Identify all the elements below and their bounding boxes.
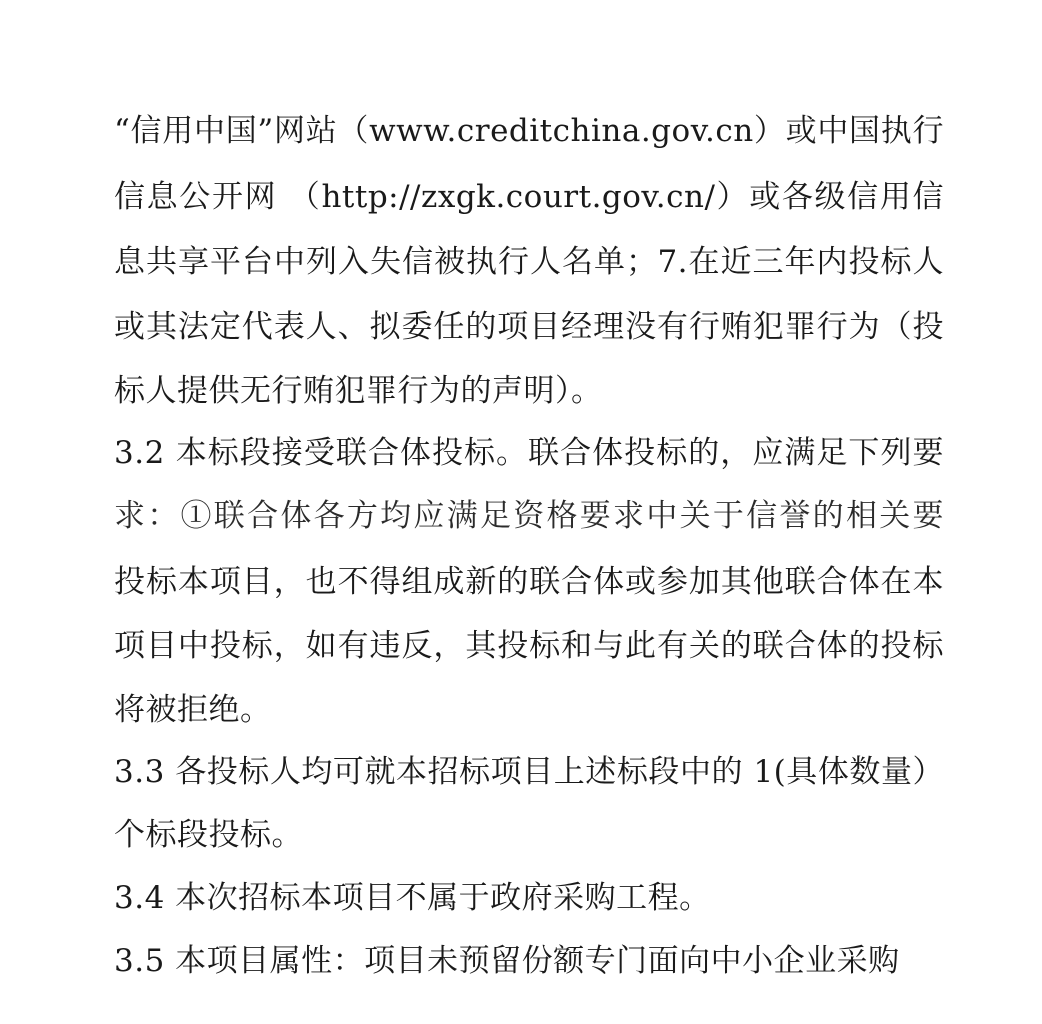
text-line: 3.3 各投标人均可就本招标项目上述标段中的 1(具体数量） <box>114 754 944 790</box>
text-line: 或其法定代表人、拟委任的项目经理没有行贿犯罪行为（投 <box>114 309 944 345</box>
text-line: 将被拒绝。 <box>114 692 272 728</box>
text-line: 个标段投标。 <box>114 817 303 853</box>
text-line: 项目中投标，如有违反，其投标和与此有关的联合体的投标 <box>114 628 944 664</box>
text-line: 投标本项目，也不得组成新的联合体或参加其他联合体在本 <box>114 564 944 600</box>
text-line: “信用中国”网站（www.creditchina.gov.cn）或中国执行 <box>114 113 944 149</box>
text-line: 3.5 本项目属性：项目未预留份额专门面向中小企业采购 <box>114 943 900 979</box>
text-line: 标人提供无行贿犯罪行为的声明）。 <box>114 373 603 409</box>
text-line: 息共享平台中列入失信被执行人名单；7.在近三年内投标人 <box>114 244 944 280</box>
text-line: 3.2 本标段接受联合体投标。联合体投标的，应满足下列要 <box>114 435 944 471</box>
text-line-partially-cut: 求：①联合体各方均应满足资格要求中关于信誉的相关要 <box>114 498 944 530</box>
text-line: 信息公开网 （http://zxgk.court.gov.cn/）或各级信用信 <box>114 179 944 215</box>
text-line: 3.4 本次招标本项目不属于政府采购工程。 <box>114 880 711 916</box>
